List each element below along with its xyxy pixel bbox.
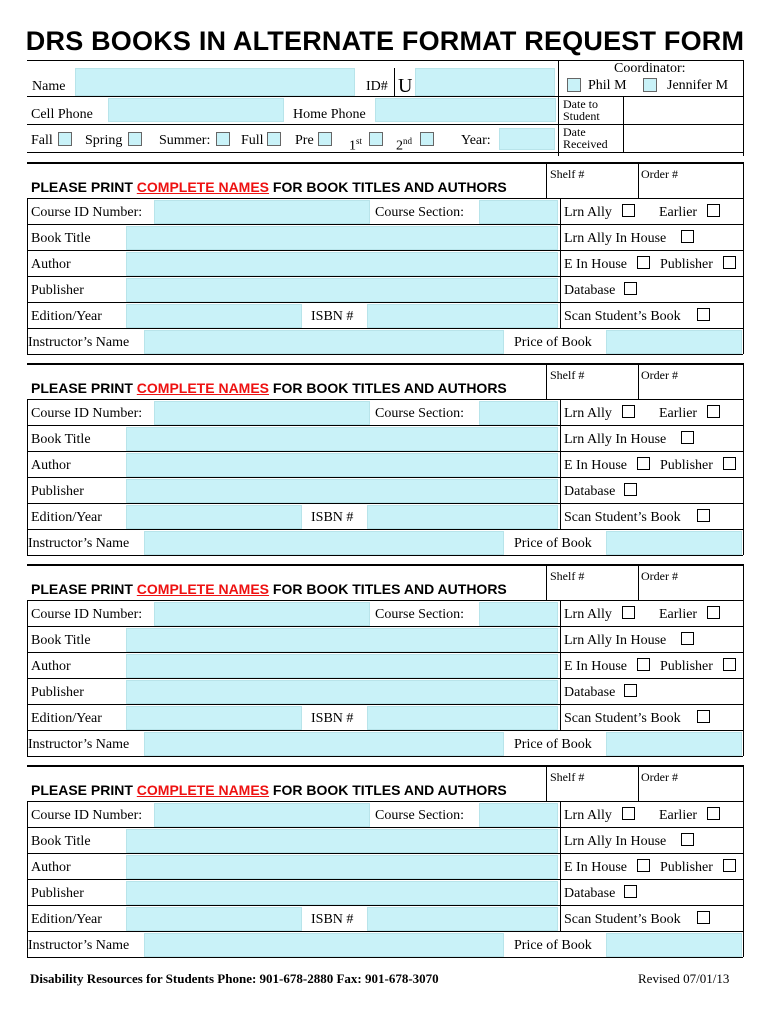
instructor-label: Instructor’s Name [28, 737, 130, 752]
course-section-field[interactable] [479, 803, 558, 827]
divider [27, 152, 743, 153]
course-id-field[interactable] [154, 200, 370, 224]
term-full-label: Full [241, 133, 264, 148]
home-phone-label: Home Phone [293, 107, 366, 122]
book-title-field[interactable] [126, 628, 558, 652]
cell-phone-field[interactable] [108, 98, 284, 122]
coordinator-label: Coordinator: [614, 61, 686, 76]
book-title-field[interactable] [126, 427, 558, 451]
course-section-label: Course Section: [375, 406, 465, 421]
scan-checkbox[interactable] [697, 710, 710, 723]
course-id-field[interactable] [154, 602, 370, 626]
course-id-label: Course ID Number: [31, 607, 143, 622]
term-fall-checkbox[interactable] [58, 132, 72, 146]
book-title-label: Book Title [31, 633, 91, 648]
lrn-ally-in-house-checkbox[interactable] [681, 632, 694, 645]
date-to-student-label: Date to Student [563, 97, 600, 123]
year-label: Year: [461, 133, 491, 148]
earlier-label: Earlier [659, 406, 698, 421]
book-title-label: Book Title [31, 834, 91, 849]
edition-year-label: Edition/Year [31, 912, 102, 927]
edition-year-label: Edition/Year [31, 309, 102, 324]
shelf-label: Shelf # [550, 167, 585, 181]
footer-revised: Revised 07/01/13 [638, 971, 730, 986]
section-heading: PLEASE PRINT COMPLETE NAMES FOR BOOK TITLES AND AUTHORS [31, 380, 507, 396]
scan-checkbox[interactable] [697, 308, 710, 321]
price-field[interactable] [606, 531, 742, 555]
coordinator-jennifer-label: Jennifer M [667, 78, 729, 93]
course-section-label: Course Section: [375, 205, 465, 220]
author-label: Author [31, 458, 71, 473]
term-pre-checkbox[interactable] [318, 132, 332, 146]
year-field[interactable] [499, 128, 555, 150]
publisher-field[interactable] [126, 680, 558, 704]
e-in-house-label: E In House [564, 860, 627, 875]
term-summer-label: Summer: [159, 133, 211, 148]
term-first-sup: st [356, 136, 363, 146]
author-field[interactable] [126, 252, 558, 276]
term-full-checkbox[interactable] [267, 132, 281, 146]
order-label: Order # [641, 167, 678, 181]
lrn-ally-checkbox[interactable] [622, 405, 635, 418]
database-label: Database [564, 886, 616, 901]
lrn-ally-label: Lrn Ally [564, 406, 612, 421]
term-second-number: 2 [396, 138, 403, 154]
book-title-label: Book Title [31, 432, 91, 447]
database-label: Database [564, 283, 616, 298]
lrn-ally-in-house-checkbox[interactable] [681, 431, 694, 444]
price-label: Price of Book [514, 737, 592, 752]
edition-year-label: Edition/Year [31, 711, 102, 726]
lrn-ally-in-house-label: Lrn Ally In House [564, 834, 667, 849]
course-id-label: Course ID Number: [31, 406, 143, 421]
shelf-label: Shelf # [550, 569, 585, 583]
publisher-option-label: Publisher [660, 860, 713, 875]
coordinator-jennifer-checkbox[interactable] [643, 78, 657, 92]
author-label: Author [31, 860, 71, 875]
instructor-field[interactable] [144, 732, 504, 756]
scan-checkbox[interactable] [697, 509, 710, 522]
price-label: Price of Book [514, 938, 592, 953]
publisher-checkbox[interactable] [723, 859, 736, 872]
e-in-house-checkbox[interactable] [637, 859, 650, 872]
shelf-label: Shelf # [550, 368, 585, 382]
publisher-checkbox[interactable] [723, 256, 736, 269]
course-section-label: Course Section: [375, 607, 465, 622]
edition-year-label: Edition/Year [31, 510, 102, 525]
isbn-label: ISBN # [311, 510, 354, 525]
lrn-ally-label: Lrn Ally [564, 808, 612, 823]
section-heading: PLEASE PRINT COMPLETE NAMES FOR BOOK TITLES AND AUTHORS [31, 782, 507, 798]
isbn-label: ISBN # [311, 309, 354, 324]
name-field[interactable] [75, 68, 355, 96]
isbn-field[interactable] [367, 706, 558, 730]
e-in-house-label: E In House [564, 257, 627, 272]
divider [27, 124, 743, 125]
course-id-label: Course ID Number: [31, 808, 143, 823]
edition-year-field[interactable] [126, 505, 302, 529]
edition-year-field[interactable] [126, 907, 302, 931]
term-first-number: 1 [349, 138, 356, 154]
publisher-field[interactable] [126, 278, 558, 302]
term-second-checkbox[interactable] [420, 132, 434, 146]
publisher-field[interactable] [126, 881, 558, 905]
database-checkbox[interactable] [624, 684, 637, 697]
instructor-label: Instructor’s Name [28, 335, 130, 350]
author-field[interactable] [126, 855, 558, 879]
database-label: Database [564, 484, 616, 499]
instructor-field[interactable] [144, 933, 504, 957]
e-in-house-checkbox[interactable] [637, 457, 650, 470]
lrn-ally-in-house-label: Lrn Ally In House [564, 633, 667, 648]
term-second-sup: nd [403, 136, 412, 146]
id-label: ID# [366, 79, 388, 94]
id-prefix: U [398, 75, 413, 97]
lrn-ally-in-house-checkbox[interactable] [681, 230, 694, 243]
publisher-field[interactable] [126, 479, 558, 503]
term-pre-label: Pre [295, 133, 314, 148]
course-section-label: Course Section: [375, 808, 465, 823]
section-heading: PLEASE PRINT COMPLETE NAMES FOR BOOK TITLES AND AUTHORS [31, 581, 507, 597]
term-first-checkbox[interactable] [369, 132, 383, 146]
form-title: DRS BOOKS IN ALTERNATE FORMAT REQUEST FORM [25, 26, 745, 56]
price-field[interactable] [606, 732, 742, 756]
term-summer-checkbox[interactable] [216, 132, 230, 146]
publisher-checkbox[interactable] [723, 658, 736, 671]
earlier-checkbox[interactable] [707, 606, 720, 619]
course-section-field[interactable] [479, 401, 558, 425]
course-id-label: Course ID Number: [31, 205, 143, 220]
edition-year-field[interactable] [126, 706, 302, 730]
id-field[interactable] [415, 68, 555, 96]
divider [394, 68, 395, 96]
divider [558, 60, 559, 156]
price-field[interactable] [606, 933, 742, 957]
publisher-label: Publisher [31, 886, 84, 901]
name-label: Name [32, 79, 66, 94]
isbn-field[interactable] [367, 304, 558, 328]
database-checkbox[interactable] [624, 885, 637, 898]
publisher-checkbox[interactable] [723, 457, 736, 470]
isbn-label: ISBN # [311, 711, 354, 726]
earlier-label: Earlier [659, 607, 698, 622]
isbn-field[interactable] [367, 907, 558, 931]
earlier-label: Earlier [659, 808, 698, 823]
divider [743, 60, 744, 156]
home-phone-field[interactable] [375, 98, 556, 122]
lrn-ally-in-house-checkbox[interactable] [681, 833, 694, 846]
database-checkbox[interactable] [624, 282, 637, 295]
publisher-option-label: Publisher [660, 659, 713, 674]
shelf-label: Shelf # [550, 770, 585, 784]
lrn-ally-in-house-label: Lrn Ally In House [564, 231, 667, 246]
e-in-house-checkbox[interactable] [637, 658, 650, 671]
scan-label: Scan Student’s Book [564, 912, 681, 927]
coordinator-phil-label: Phil M [588, 78, 627, 93]
scan-label: Scan Student’s Book [564, 711, 681, 726]
instructor-field[interactable] [144, 531, 504, 555]
price-field[interactable] [606, 330, 742, 354]
edition-year-field[interactable] [126, 304, 302, 328]
earlier-checkbox[interactable] [707, 204, 720, 217]
earlier-checkbox[interactable] [707, 807, 720, 820]
isbn-label: ISBN # [311, 912, 354, 927]
publisher-label: Publisher [31, 685, 84, 700]
scan-label: Scan Student’s Book [564, 309, 681, 324]
instructor-label: Instructor’s Name [28, 536, 130, 551]
publisher-label: Publisher [31, 484, 84, 499]
footer-contact: Disability Resources for Students Phone: 901-678-2880 Fax: 901-678-3070 [30, 971, 439, 986]
earlier-label: Earlier [659, 205, 698, 220]
course-section-field[interactable] [479, 200, 558, 224]
author-field[interactable] [126, 453, 558, 477]
coordinator-phil-checkbox[interactable] [567, 78, 581, 92]
book-title-field[interactable] [126, 226, 558, 250]
publisher-label: Publisher [31, 283, 84, 298]
publisher-option-label: Publisher [660, 257, 713, 272]
lrn-ally-label: Lrn Ally [564, 205, 612, 220]
instructor-label: Instructor’s Name [28, 938, 130, 953]
scan-label: Scan Student’s Book [564, 510, 681, 525]
term-spring-label: Spring [85, 133, 123, 148]
author-label: Author [31, 659, 71, 674]
e-in-house-checkbox[interactable] [637, 256, 650, 269]
instructor-field[interactable] [144, 330, 504, 354]
term-spring-checkbox[interactable] [128, 132, 142, 146]
author-field[interactable] [126, 654, 558, 678]
isbn-field[interactable] [367, 505, 558, 529]
order-label: Order # [641, 770, 678, 784]
lrn-ally-checkbox[interactable] [622, 606, 635, 619]
lrn-ally-in-house-label: Lrn Ally In House [564, 432, 667, 447]
e-in-house-label: E In House [564, 458, 627, 473]
course-id-field[interactable] [154, 401, 370, 425]
cell-phone-label: Cell Phone [31, 107, 93, 122]
date-received-label: Date Received [563, 125, 608, 151]
order-label: Order # [641, 569, 678, 583]
author-label: Author [31, 257, 71, 272]
scan-checkbox[interactable] [697, 911, 710, 924]
price-label: Price of Book [514, 335, 592, 350]
lrn-ally-label: Lrn Ally [564, 607, 612, 622]
book-title-label: Book Title [31, 231, 91, 246]
term-fall-label: Fall [31, 133, 53, 148]
lrn-ally-checkbox[interactable] [622, 807, 635, 820]
divider [27, 96, 743, 97]
price-label: Price of Book [514, 536, 592, 551]
e-in-house-label: E In House [564, 659, 627, 674]
database-checkbox[interactable] [624, 483, 637, 496]
order-label: Order # [641, 368, 678, 382]
course-id-field[interactable] [154, 803, 370, 827]
lrn-ally-checkbox[interactable] [622, 204, 635, 217]
earlier-checkbox[interactable] [707, 405, 720, 418]
database-label: Database [564, 685, 616, 700]
publisher-option-label: Publisher [660, 458, 713, 473]
book-title-field[interactable] [126, 829, 558, 853]
section-heading: PLEASE PRINT COMPLETE NAMES FOR BOOK TITLES AND AUTHORS [31, 179, 507, 195]
course-section-field[interactable] [479, 602, 558, 626]
